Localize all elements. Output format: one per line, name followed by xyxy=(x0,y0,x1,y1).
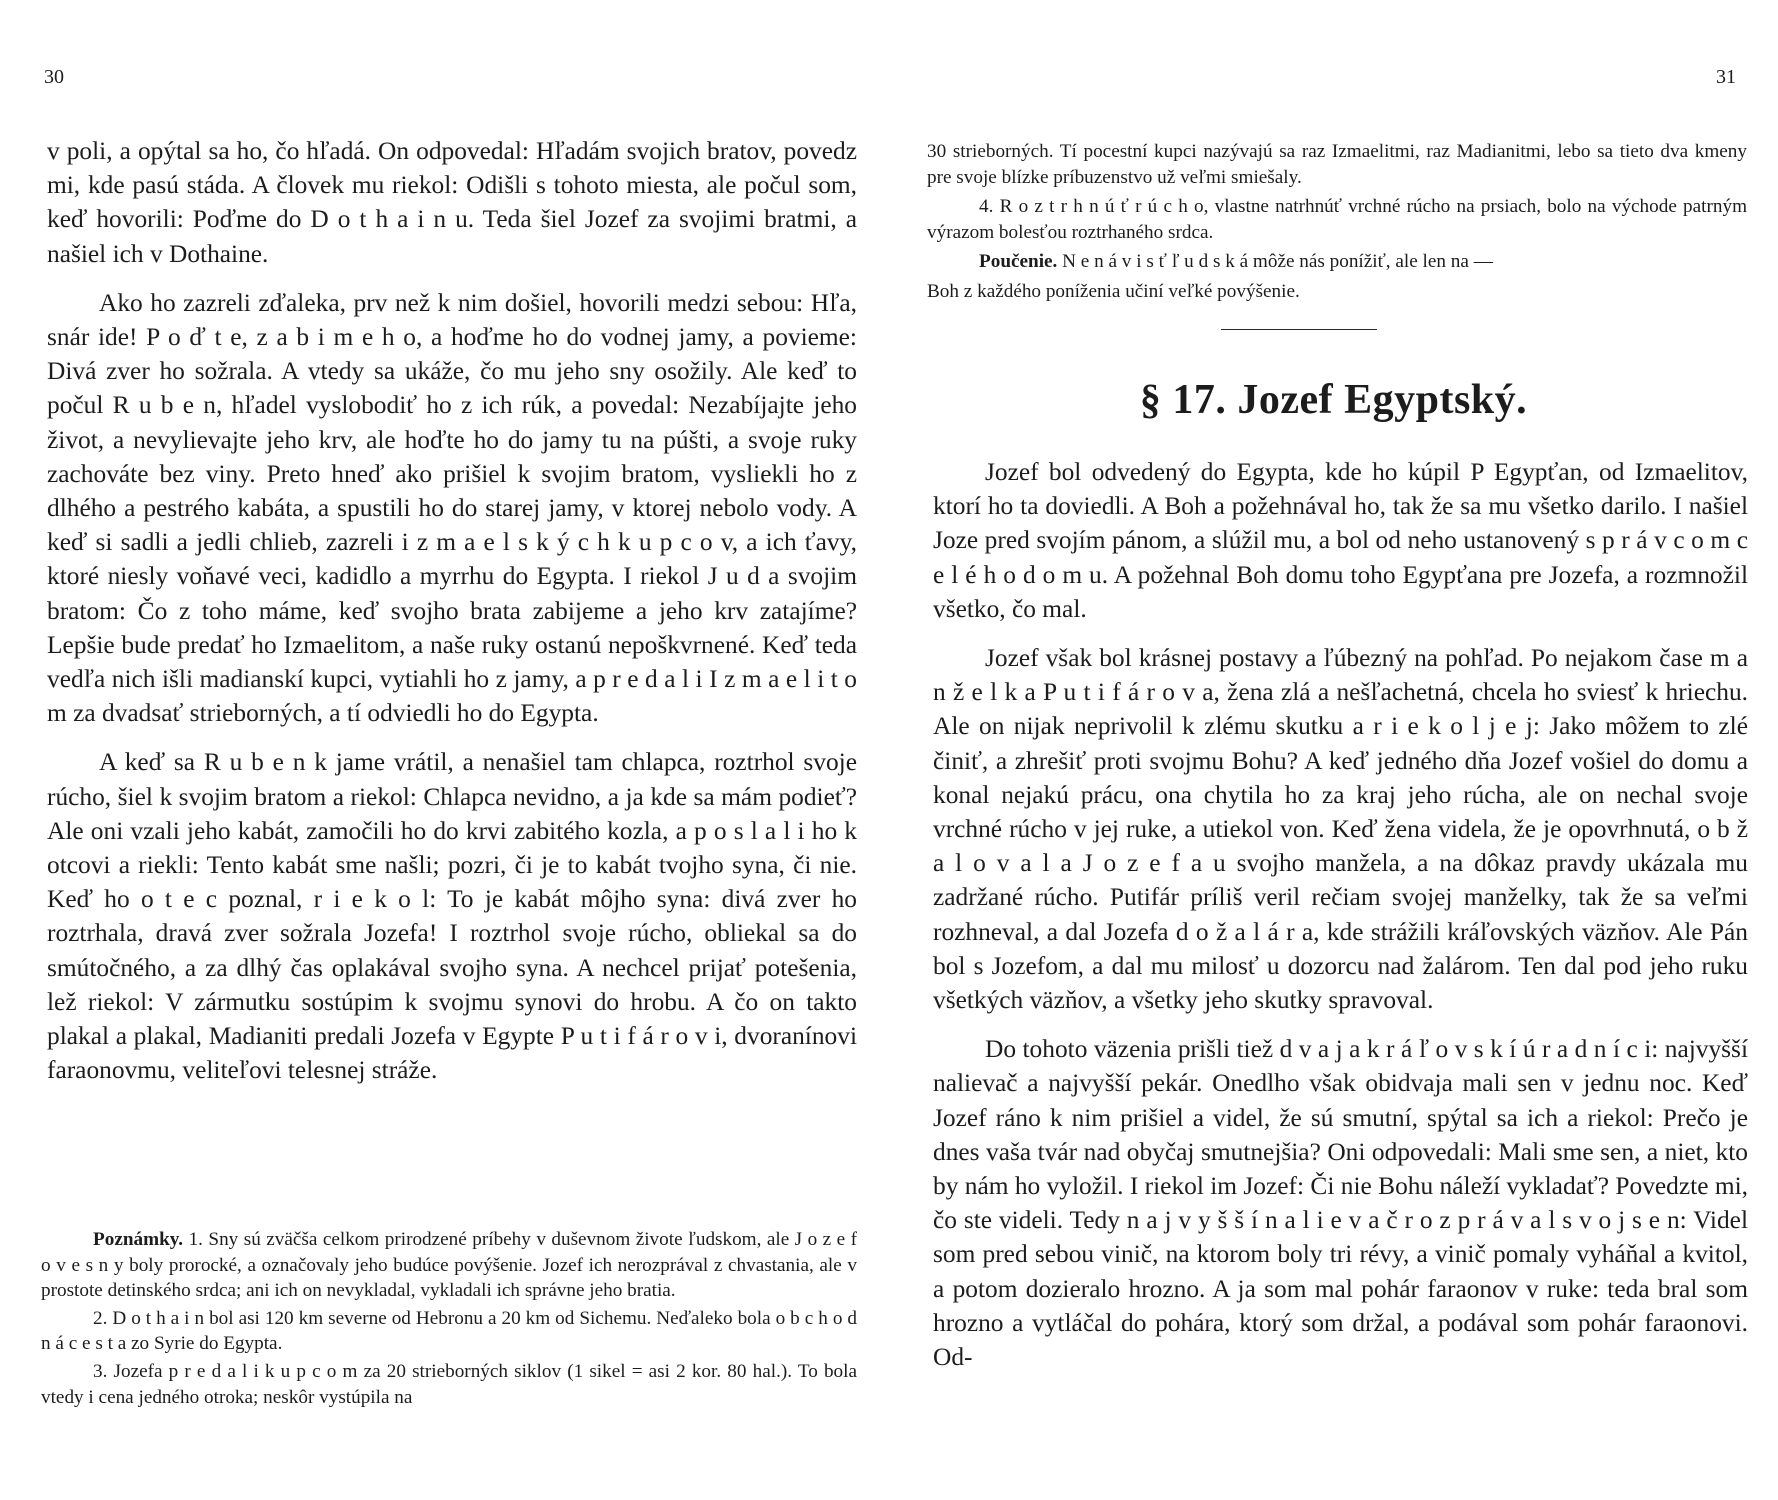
moral-label: Poučenie. xyxy=(979,251,1058,273)
page-number: 30 xyxy=(44,66,64,88)
body-text xyxy=(933,455,1748,1374)
moral-note xyxy=(927,249,1747,275)
footnote: 3. Jozefa p r e d a l i k u p c o m za 20 strieborných siklov (1 sikel = asi 2 kor. 80 hal.). To bola vtedy i cena jedného otroka; neskôr vystúpila na xyxy=(41,1360,857,1408)
moral-continuation: Boh z každého poníženia učiní veľké povýšenie. xyxy=(927,280,1300,302)
footnote: 2. D o t h a i n bol asi 120 km severne od Hebronu a 20 km od Sichemu. Neďaleko bola o b c h o d n á c e s t a zo Syrie do Egypta. xyxy=(41,1307,857,1355)
moral-text: N e n á v i s ť ľ u d s k á môže nás ponížiť, ale len na — xyxy=(1062,251,1493,273)
footnote: 4. R o z t r h n ú ť r ú c h o, vlastne natrhnúť vrchné rúcho na prsiach, bolo na východe patrným výrazom bolesťou roztrhaného srdca. xyxy=(927,196,1747,243)
section-title: § 17. Jozef Egyptský. xyxy=(1139,377,1528,423)
page-number: 31 xyxy=(1716,66,1736,88)
footnote xyxy=(41,1227,857,1304)
footnote: 30 strieborných. Tí pocestní kupci nazývajú sa raz Izmaelitmi, raz Madianitmi, lebo sa tieto dva kmeny pre svoje blízke príbuzenstvo už veľmi smiešaly. xyxy=(927,141,1747,188)
paragraph: Jozef však bol krásnej postavy a ľúbezný na pohľad. Po nejakom čase m a n ž e l k a P u t i f á r o v a, žena zlá a nešľachetná, chcela ho sviesť k hriechu. Ale on nijak neprivolil k zlému skutku a r i e k o l j e j: Jako môžem to zlé činiť, a zhrešiť proti svojmu Bohu? A keď jedného dňa Jozef vošiel do domu a konal nejakú prácu, ona chytila ho za kraj jeho rúcha, ale on nechal svoje vrchné rúcho v jej ruke, a utiekol von. Keď žena videla, že je opovrhnutá, o b ž a l o v a l a J o z e f a u svojho manžela, a na dôkaz pravdy ukázala mu zadržané rúcho. Putifár príliš veril rečiam svojej manželky, tak že sa veľmi rozhneval, a dal Jozefa d o ž a l á r a, kde strážili kráľovských väzňov. Ale Pán bol s Jozefom, a dal mu milosť u dozorcu nad žalárom. Ten dal pod jeho ruku všetkých väzňov, a všetky jeho skutky spravoval. xyxy=(933,644,1748,1015)
footnote-text: 1. Sny sú zväčša celkom prirodzené príbehy v duševnom živote ľudskom, ale J o z e f o v e s n y boly prorocké, a označovaly jeho budúce povýšenie. Jozef ich nerozprával z chvastania, ale v prostote detinského srdca; ani ich on nevykladal, vykladali ich správne jeho bratia. xyxy=(41,1229,858,1302)
paragraph: v poli, a opýtal sa ho, čo hľadá. On odpovedal: Hľadám svojich bratov, povedz mi, kde pasú stáda. A človek mu riekol: Odišli s tohoto miesta, ale počul som, keď hovorili: Poďme do D o t h a i n u. Teda šiel Jozef za svojimi bratmi, a našiel ich v Dothaine. xyxy=(47,137,857,268)
paragraph: A keď sa R u b e n k jame vrátil, a nenašiel tam chlapca, roztrhol svoje rúcho, šiel k svojim bratom a riekol: Chlapca nevidno, a ja kde sa mám podieť? Ale oni vzali jeho kabát, zamočili ho do krvi zabitého kozla, a p o s l a l i ho k otcovi a riekli: Tento kabát sme našli; pozri, či je to kabát tvojho syna, či nie. Keď ho o t e c poznal, r i e k o l: To je kabát môjho syna: divá zver ho roztrhala, dravá zver sožrala Jozefa! I roztrhol svoje rúcho, obliekal sa do smútočného, a za dlhý čas oplakával svojho syna. A nechcel prijať potešenia, lež riekol: V zármutku sostúpim k svojmu synovi do hrobu. A čo on takto plakal a plakal, Madianiti predali Jozefa v Egypte P u t i f á r o v i, dvoranínovi faraonovmu, veliteľovi telesnej stráže. xyxy=(47,748,857,1085)
right-page xyxy=(889,0,1778,1500)
footnotes xyxy=(41,1227,857,1410)
paragraph: Ako ho zazreli zďaleka, prv než k nim došiel, hovorili medzi sebou: Hľa, snár ide! P o ď t e, z a b i m e h o, a hoďme ho do vodnej jamy, a povieme: Divá zver ho sožrala. A vtedy sa ukáže, čo mu jeho sny osožily. Ale keď to počul R u b e n, hľadel vyslobodiť ho z ich rúk, a povedal: Nezabíjajte jeho život, a nevylievajte jeho krv, ale hoďte ho do jamy tu na púšti, a svoje ruky zachováte bez viny. Preto hneď ako prišiel k svojim bratom, vysliekli ho z dlhého a pestrého kabáta, a spustili ho do starej jamy, v ktorej nebolo vody. A keď si sadli a jedli chlieb, zazreli i z m a e l s k ý c h k u p c o v, a ich ťavy, ktoré niesly voňavé veci, kadidlo a myrrhu do Egypta. I riekol J u d a svojim bratom: Čo z toho máme, keď svojho brata zabijeme a jeho krv zatajíme? Lepšie bude predať ho Izmaelitom, a naše ruky ostanú nepoškvrnené. Keď teda vedľa nich išli madianskí kupci, vytiahli ho z jamy, a p r e d a l i I z m a e l i t o m za dvadsať strieborných, a tí odviedli ho do Egypta. xyxy=(47,288,857,728)
body-text xyxy=(47,134,857,1087)
paragraph: Do tohoto väzenia prišli tiež d v a j a k r á ľ o v s k í ú r a d n í c i: najvyšší nalievač a najvyšší pekár. Onedlho však obidvaja mali sen v jednu noc. Keď Jozef ráno k nim prišiel a videl, že sú smutní, spýtal sa ich a riekol: Prečo je dnes vaša tvár nad obyčaj smutnejšia? Oni odpovedali: Mali sme sen, a niet, kto by nám ho vyložil. I riekol im Jozef: Či nie Bohu náleží vykladať? Povedzte mi, čo ste videli. Tedy n a j v y š š í n a l i e v a č r o z p r á v a l s v o j s e n: Videl som pred sebou vinič, na ktorom boly tri révy, a vinič pomaly vyháňal a kvitol, a potom dozieralo hrozno. A ja som mal pohár faraonov v ruke: teda bral som hrozno a vytláčal do pohára, ktorý som držal, a podával som pohár faraonovi. Od- xyxy=(933,1035,1748,1372)
section-divider xyxy=(1221,329,1377,330)
notes-heading: Poznámky. xyxy=(93,1229,184,1250)
footnotes-continued xyxy=(927,139,1747,305)
paragraph: Jozef bol odvedený do Egypta, kde ho kúpil P Egypťan, od Izmaelitov, ktorí ho ta doviedli. A Boh a požehnával ho, tak že sa mu všetko darilo. I našiel Joze pred svojím pánom, a slúžil mu, a bol od neho ustanovený s p r á v c o m c e l é h o d o m u. A požehnal Boh domu toho Egypťana pre Jozefa, a rozmnožil všetko, čo mal. xyxy=(933,458,1748,623)
